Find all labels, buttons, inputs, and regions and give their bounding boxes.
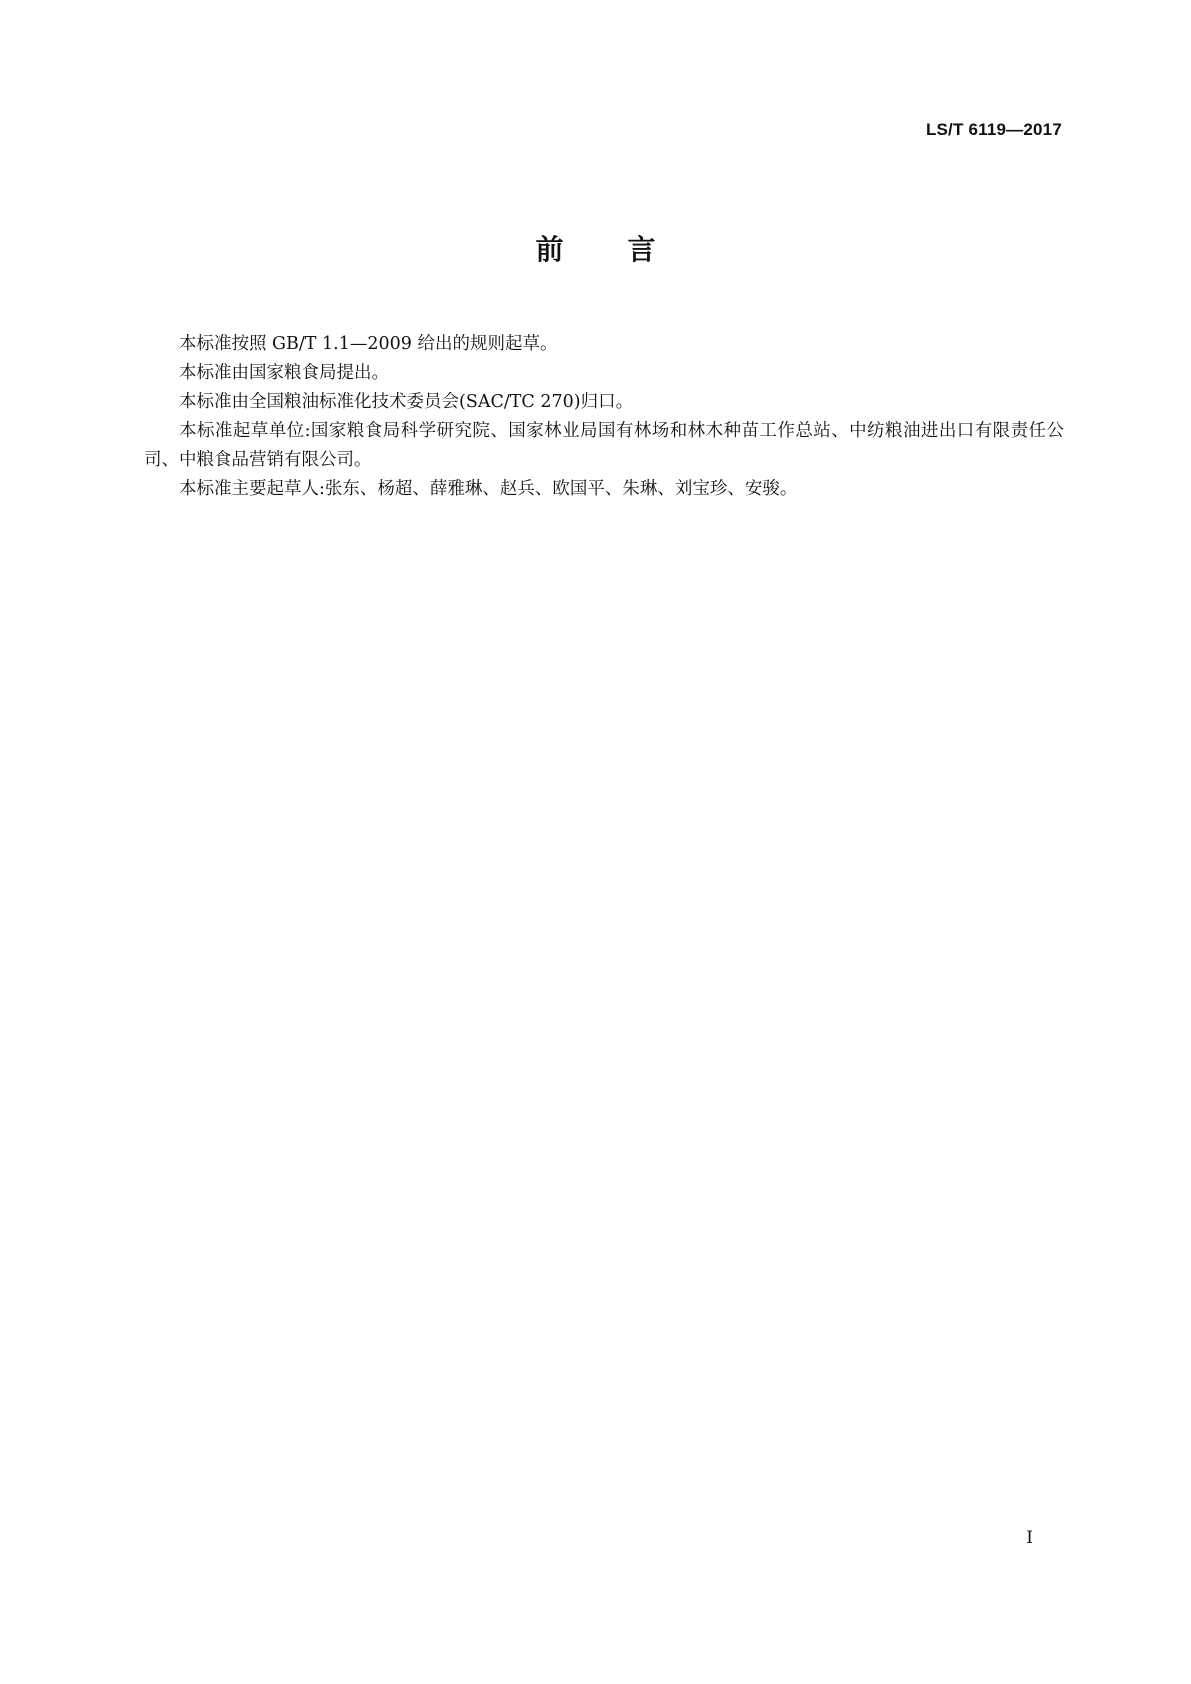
paragraph-drafters: 本标准主要起草人:张东、杨超、薛雅琳、赵兵、欧国平、朱琳、刘宝珍、安骏。 bbox=[179, 479, 798, 499]
page-title bbox=[0, 228, 1191, 268]
page-number: I bbox=[1026, 1528, 1033, 1548]
paragraph-proposer: 本标准由国家粮食局提出。 bbox=[179, 363, 389, 383]
title-char-1: 前 bbox=[535, 233, 564, 266]
title-char-2: 言 bbox=[627, 233, 656, 266]
foreword-body bbox=[144, 330, 1064, 504]
paragraph-committee: 本标准由全国粮油标准化技术委员会(SAC/TC 270)归口。 bbox=[179, 392, 634, 412]
paragraph-drafting-rules: 本标准按照 GB/T 1.1—2009 给出的规则起草。 bbox=[179, 334, 558, 354]
standard-number: LS/T 6119—2017 bbox=[925, 120, 1062, 139]
paragraph-drafting-units: 本标准起草单位:国家粮食局科学研究院、国家林业局国有林场和林木种苗工作总站、中纺粮油进出口有限责任公司、中粮食品营销有限公司。 bbox=[144, 421, 1064, 470]
